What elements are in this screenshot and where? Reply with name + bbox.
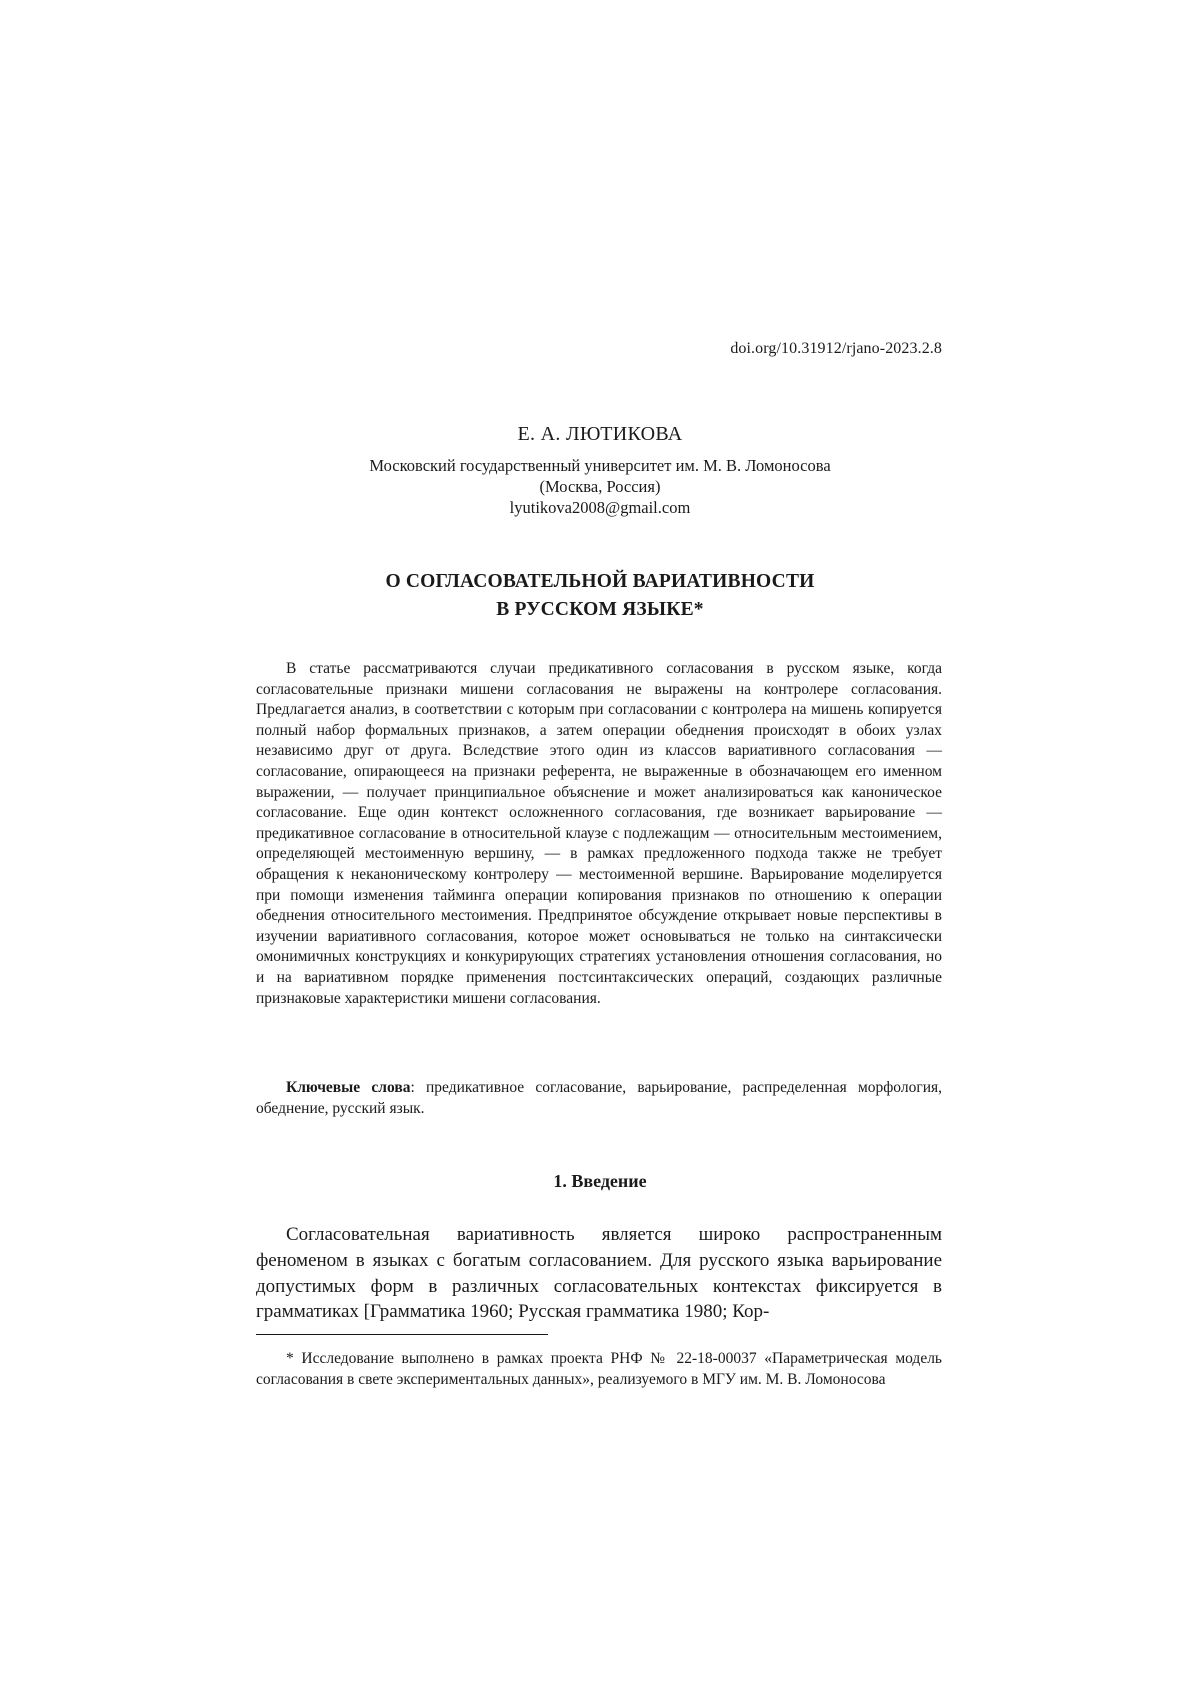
keywords-label: Ключевые слова (286, 1079, 411, 1096)
keywords-text: : предикативное согласование, варьирование, распределенная морфология, обеднение, русский язык. (256, 1079, 942, 1117)
doi-link[interactable]: doi.org/10.31912/rjano-2023.2.8 (730, 340, 942, 357)
affiliation-location: (Москва, Россия) (539, 477, 661, 496)
footnote (256, 1349, 942, 1390)
keywords (256, 1078, 942, 1119)
article-title-line-2: В РУССКОМ ЯЗЫКЕ* (496, 599, 704, 620)
author-email[interactable]: lyutikova2008@gmail.com (509, 498, 691, 517)
article-title-line-1: О СОГЛАСОВАТЕЛЬНОЙ ВАРИАТИВНОСТИ (385, 571, 815, 592)
footnote-text: * Исследование выполнено в рамках проекта РНФ № 22-18-00037 «Параметрическая модель согласования в свете экспериментальных данных», реализуемого в МГУ им. М. В. Ломоносова (256, 1350, 942, 1388)
keywords-paragraph (256, 1078, 942, 1119)
article-title (0, 568, 1200, 624)
author-name: Е. А. ЛЮТИКОВА (517, 423, 683, 445)
section-body (256, 1222, 942, 1325)
abstract (256, 659, 942, 1009)
affiliation-institution: Московский государственный университет им. М. В. Ломоносова (369, 456, 831, 475)
section-heading: 1. Введение (553, 1171, 647, 1191)
section-paragraph: Согласовательная вариативность является широко распространенным феноменом в языках с богатым согласованием. Для русского языка варьирование допустимых форм в различных согласовательных контекстах фиксируется в грамматиках [Грамматика 1960; Русская грамматика 1980; Кор- (256, 1224, 942, 1323)
footnote-divider (256, 1334, 548, 1335)
abstract-text: В статье рассматриваются случаи предикативного согласования в русском языке, когда согласовательные признаки мишени согласования не выражены на контролере согласования. Предлагается анализ, в соответствии с которым при согласовании с контролера на мишень копируется полный набор формальных признаков, а затем операции обеднения происходят в обоих узлах независимо друг от друга. Вследствие этого один из классов вариативного согласования — согласование, опирающееся на признаки референта, не выраженные в обозначающем его именном выражении, — получает принципиальное объяснение и может анализироваться как каноническое согласование. Еще один контекст осложненного согласования, где возникает варьирование — предикативное согласование в относительной клаузе с подлежащим — относительным местоимением, определяющей местоименную вершину, — в рамках предложенного подхода также не требует обращения к неканоническому контролеру — местоименной вершине. Варьирование моделируется при помощи изменения тайминга операции копирования признаков по отношению к операции обеднения относительного местоимения. Предпринятое обсуждение открывает новые перспективы в изучении вариативного согласования, которое может основываться не только на синтаксически омонимичных конструкциях и конкурирующих стратегиях установления отношения согласования, но и на вариативном порядке применения постсинтаксических операций, создающих различные признаковые характеристики мишени согласования. (256, 660, 942, 1007)
author-affiliation-block (0, 455, 1200, 518)
